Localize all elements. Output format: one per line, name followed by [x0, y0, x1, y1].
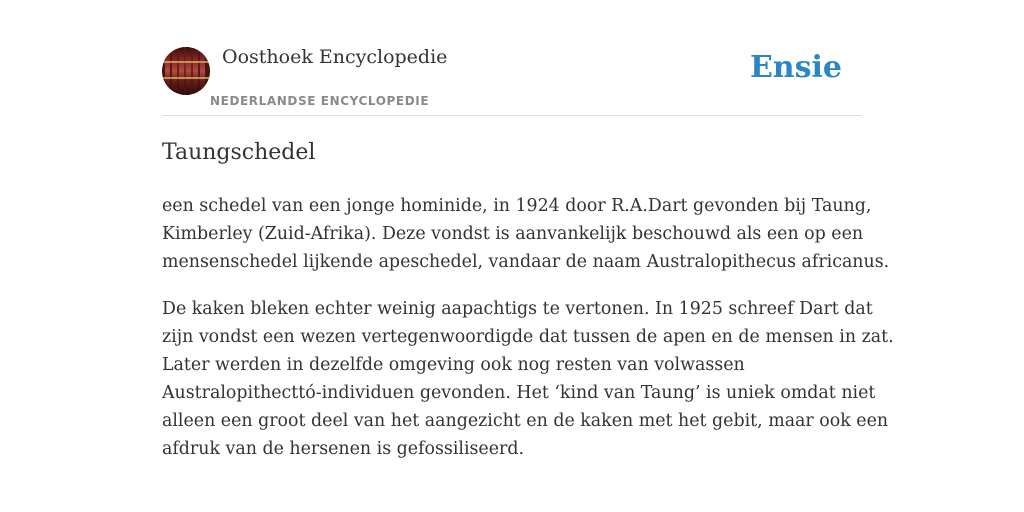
paragraph-line: Australopithecttó-individuen gevonden. Het ‘kind van Taung’ is uniek omdat niet: [162, 383, 876, 403]
brand-logo-link[interactable]: Ensie: [749, 50, 842, 85]
paragraph-line: zijn vondst een wezen vertegenwoordigde dat tussen de apen en de mensen in zat.: [162, 327, 894, 347]
site-title[interactable]: Oosthoek Encyclopedie: [222, 46, 448, 68]
encyclopedia-books-icon[interactable]: [162, 47, 210, 95]
article-paragraph: [162, 295, 894, 463]
paragraph-line: De kaken bleken echter weinig aapachtigs te vertonen. In 1925 schreef Dart dat: [162, 299, 873, 319]
paragraph-line: een schedel van een jonge hominide, in 1924 door R.A.Dart gevonden bij Taung,: [162, 196, 872, 216]
article-body: [162, 192, 894, 482]
paragraph-line: Kimberley (Zuid-Afrika). Deze vondst is aanvankelijk beschouwd als een op een: [162, 224, 864, 244]
paragraph-line: mensenschedel lijkende apeschedel, vandaar de naam Australopithecus africanus.: [162, 252, 890, 272]
article-title: Taungschedel: [162, 140, 316, 165]
site-subtitle: NEDERLANDSE ENCYCLOPEDIE: [210, 94, 430, 108]
article-paragraph: [162, 192, 890, 276]
paragraph-line: Later werden in dezelfde omgeving ook nog resten van volwassen: [162, 355, 745, 375]
paragraph-line: alleen een groot deel van het aangezicht en de kaken met het gebit, maar ook een: [162, 411, 889, 431]
paragraph-line: afdruk van de hersenen is gefossiliseerd.: [162, 439, 524, 459]
site-header: [162, 40, 862, 116]
